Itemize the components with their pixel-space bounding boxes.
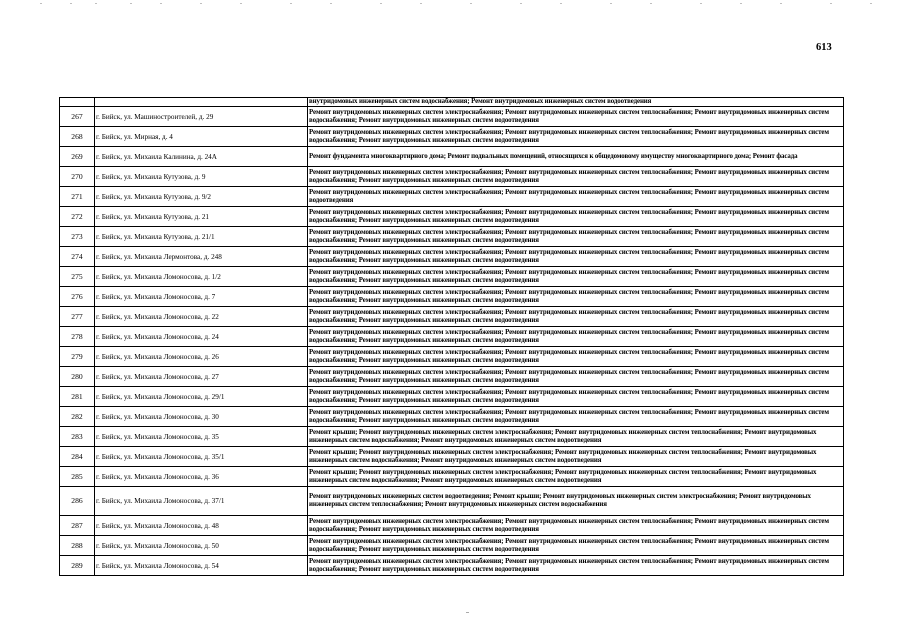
table-row bbox=[60, 516, 844, 536]
table-row bbox=[60, 287, 844, 307]
table-row bbox=[60, 227, 844, 247]
table-row bbox=[60, 347, 844, 367]
row-number-cell: 275 bbox=[60, 267, 95, 287]
row-number-cell: 279 bbox=[60, 347, 95, 367]
scan-artifact-line bbox=[0, 3, 905, 7]
address-cell: г. Бийск, ул. Михаила Лермонтова, д. 248 bbox=[95, 247, 308, 267]
address-cell: г. Бийск, ул. Михаила Кутузова, д. 9 bbox=[95, 167, 308, 187]
table-row bbox=[60, 207, 844, 227]
address-cell: г. Бийск, ул. Михаила Ломоносова, д. 1/2 bbox=[95, 267, 308, 287]
works-cell: Ремонт крыши; Ремонт внутридомовых инженерных систем электроснабжения; Ремонт внутридомовых инженерных систем теплоснабжения; Ремонт внутридомовых инженерных систем водоснабжения; Ремонт внутридомовых инженерных систем водоотведения bbox=[308, 427, 844, 447]
works-cell: Ремонт внутридомовых инженерных систем электроснабжения; Ремонт внутридомовых инженерных систем теплоснабжения; Ремонт внутридомовых инженерных систем водоснабжения; Ремонт внутридомовых инженерных систем водоотведения bbox=[308, 267, 844, 287]
works-cell: Ремонт внутридомовых инженерных систем электроснабжения; Ремонт внутридомовых инженерных систем теплоснабжения; Ремонт внутридомовых инженерных систем водоснабжения; Ремонт внутридомовых инженерных систем водоотведения bbox=[308, 367, 844, 387]
row-number-cell: 270 bbox=[60, 167, 95, 187]
address-cell: г. Бийск, ул. Михаила Ломоносова, д. 48 bbox=[95, 516, 308, 536]
row-number-cell: 282 bbox=[60, 407, 95, 427]
table-row bbox=[60, 556, 844, 576]
row-number-cell: 278 bbox=[60, 327, 95, 347]
address-cell: г. Бийск, ул. Михаила Ломоносова, д. 36 bbox=[95, 467, 308, 487]
works-cell: внутридомовых инженерных систем водоснабжения; Ремонт внутридомовых инженерных систем водоотведения bbox=[308, 98, 844, 107]
row-number-cell: 269 bbox=[60, 147, 95, 167]
row-number-cell bbox=[60, 98, 95, 107]
address-cell: г. Бийск, ул. Михаила Ломоносова, д. 22 bbox=[95, 307, 308, 327]
address-cell: г. Бийск, ул. Михаила Ломоносова, д. 29/1 bbox=[95, 387, 308, 407]
address-cell bbox=[95, 98, 308, 107]
works-cell: Ремонт крыши; Ремонт внутридомовых инженерных систем электроснабжения; Ремонт внутридомовых инженерных систем теплоснабжения; Ремонт внутридомовых инженерных систем водоснабжения; Ремонт внутридомовых инженерных систем водоотведения bbox=[308, 447, 844, 467]
row-number-cell: 285 bbox=[60, 467, 95, 487]
address-cell: г. Бийск, ул. Михаила Ломоносова, д. 37/1 bbox=[95, 487, 308, 516]
row-number-cell: 272 bbox=[60, 207, 95, 227]
works-cell: Ремонт внутридомовых инженерных систем электроснабжения; Ремонт внутридомовых инженерных систем теплоснабжения; Ремонт внутридомовых инженерных систем водоснабжения; Ремонт внутридомовых инженерных систем водоотведения bbox=[308, 327, 844, 347]
table-row bbox=[60, 127, 844, 147]
address-cell: г. Бийск, ул. Михаила Ломоносова, д. 7 bbox=[95, 287, 308, 307]
works-cell: Ремонт внутридомовых инженерных систем водоотведения; Ремонт крыши; Ремонт внутридомовых инженерных систем электроснабжения; Ремонт внутридомовых инженерных систем теплоснабжения; Ремонт внутридомовых инженерных систем водоснабжения bbox=[308, 487, 844, 516]
page-number: 613 bbox=[816, 42, 832, 53]
table-row bbox=[60, 187, 844, 207]
row-number-cell: 276 bbox=[60, 287, 95, 307]
works-cell: Ремонт фундамента многоквартирного дома; Ремонт подвальных помещений, относящихся к общедомовому имуществу многоквартирного дома; Ремонт фасада bbox=[308, 147, 844, 167]
works-cell: Ремонт внутридомовых инженерных систем электроснабжения; Ремонт внутридомовых инженерных систем теплоснабжения; Ремонт внутридомовых инженерных систем водоотведения bbox=[308, 187, 844, 207]
address-cell: г. Бийск, ул. Михаила Ломоносова, д. 30 bbox=[95, 407, 308, 427]
table-row bbox=[60, 367, 844, 387]
table-row bbox=[60, 147, 844, 167]
works-cell: Ремонт внутридомовых инженерных систем электроснабжения; Ремонт внутридомовых инженерных систем теплоснабжения; Ремонт внутридомовых инженерных систем водоснабжения; Ремонт внутридомовых инженерных систем водоотведения bbox=[308, 207, 844, 227]
row-number-cell: 287 bbox=[60, 516, 95, 536]
row-number-cell: 267 bbox=[60, 107, 95, 127]
row-number-cell: 268 bbox=[60, 127, 95, 147]
address-cell: г. Бийск, ул. Мирная, д. 4 bbox=[95, 127, 308, 147]
table-row bbox=[60, 447, 844, 467]
scan-artifact-dot bbox=[466, 612, 469, 613]
address-cell: г. Бийск, ул. Михаила Ломоносова, д. 26 bbox=[95, 347, 308, 367]
row-number-cell: 288 bbox=[60, 536, 95, 556]
address-cell: г. Бийск, ул. Михаила Ломоносова, д. 35 bbox=[95, 427, 308, 447]
table-row bbox=[60, 467, 844, 487]
works-cell: Ремонт внутридомовых инженерных систем электроснабжения; Ремонт внутридомовых инженерных систем теплоснабжения; Ремонт внутридомовых инженерных систем водоснабжения; Ремонт внутридомовых инженерных систем водоотведения bbox=[308, 536, 844, 556]
works-cell: Ремонт крыши; Ремонт внутридомовых инженерных систем электроснабжения; Ремонт внутридомовых инженерных систем теплоснабжения; Ремонт внутридомовых инженерных систем водоснабжения; Ремонт внутридомовых инженерных систем водоотведения bbox=[308, 467, 844, 487]
table-row bbox=[60, 167, 844, 187]
address-cell: г. Бийск, ул. Михаила Ломоносова, д. 24 bbox=[95, 327, 308, 347]
row-number-cell: 289 bbox=[60, 556, 95, 576]
row-number-cell: 281 bbox=[60, 387, 95, 407]
address-cell: г. Бийск, ул. Михаила Ломоносова, д. 54 bbox=[95, 556, 308, 576]
table-row bbox=[60, 387, 844, 407]
works-cell: Ремонт внутридомовых инженерных систем электроснабжения; Ремонт внутридомовых инженерных систем теплоснабжения; Ремонт внутридомовых инженерных систем водоснабжения; Ремонт внутридомовых инженерных систем водоотведения bbox=[308, 247, 844, 267]
table-row bbox=[60, 107, 844, 127]
table-row bbox=[60, 307, 844, 327]
table-row bbox=[60, 98, 844, 107]
works-cell: Ремонт внутридомовых инженерных систем электроснабжения; Ремонт внутридомовых инженерных систем теплоснабжения; Ремонт внутридомовых инженерных систем водоснабжения; Ремонт внутридомовых инженерных систем водоотведения bbox=[308, 516, 844, 536]
table-row bbox=[60, 487, 844, 516]
address-cell: г. Бийск, ул. Михаила Кутузова, д. 21 bbox=[95, 207, 308, 227]
row-number-cell: 277 bbox=[60, 307, 95, 327]
row-number-cell: 286 bbox=[60, 487, 95, 516]
works-cell: Ремонт внутридомовых инженерных систем электроснабжения; Ремонт внутридомовых инженерных систем теплоснабжения; Ремонт внутридомовых инженерных систем водоснабжения; Ремонт внутридомовых инженерных систем водоотведения bbox=[308, 107, 844, 127]
works-cell: Ремонт внутридомовых инженерных систем электроснабжения; Ремонт внутридомовых инженерных систем теплоснабжения; Ремонт внутридомовых инженерных систем водоснабжения; Ремонт внутридомовых инженерных систем водоотведения bbox=[308, 227, 844, 247]
works-cell: Ремонт внутридомовых инженерных систем электроснабжения; Ремонт внутридомовых инженерных систем теплоснабжения; Ремонт внутридомовых инженерных систем водоснабжения; Ремонт внутридомовых инженерных систем водоотведения bbox=[308, 407, 844, 427]
address-cell: г. Бийск, ул. Михаила Ломоносова, д. 35/1 bbox=[95, 447, 308, 467]
row-number-cell: 284 bbox=[60, 447, 95, 467]
address-cell: г. Бийск, ул. Михаила Кутузова, д. 9/2 bbox=[95, 187, 308, 207]
works-cell: Ремонт внутридомовых инженерных систем электроснабжения; Ремонт внутридомовых инженерных систем теплоснабжения; Ремонт внутридомовых инженерных систем водоснабжения; Ремонт внутридомовых инженерных систем водоотведения bbox=[308, 387, 844, 407]
works-cell: Ремонт внутридомовых инженерных систем электроснабжения; Ремонт внутридомовых инженерных систем теплоснабжения; Ремонт внутридомовых инженерных систем водоснабжения; Ремонт внутридомовых инженерных систем водоотведения bbox=[308, 167, 844, 187]
address-cell: г. Бийск, ул. Михаила Ломоносова, д. 50 bbox=[95, 536, 308, 556]
row-number-cell: 283 bbox=[60, 427, 95, 447]
works-cell: Ремонт внутридомовых инженерных систем электроснабжения; Ремонт внутридомовых инженерных систем теплоснабжения; Ремонт внутридомовых инженерных систем водоснабжения; Ремонт внутридомовых инженерных систем водоотведения bbox=[308, 556, 844, 576]
works-cell: Ремонт внутридомовых инженерных систем электроснабжения; Ремонт внутридомовых инженерных систем теплоснабжения; Ремонт внутридомовых инженерных систем водоснабжения; Ремонт внутридомовых инженерных систем водоотведения bbox=[308, 287, 844, 307]
table-row bbox=[60, 247, 844, 267]
table-row bbox=[60, 536, 844, 556]
repair-registry-table bbox=[59, 97, 844, 576]
table-row bbox=[60, 267, 844, 287]
row-number-cell: 273 bbox=[60, 227, 95, 247]
table-row bbox=[60, 427, 844, 447]
table-row bbox=[60, 327, 844, 347]
address-cell: г. Бийск, ул. Михаила Ломоносова, д. 27 bbox=[95, 367, 308, 387]
table-row bbox=[60, 407, 844, 427]
row-number-cell: 271 bbox=[60, 187, 95, 207]
works-cell: Ремонт внутридомовых инженерных систем электроснабжения; Ремонт внутридомовых инженерных систем теплоснабжения; Ремонт внутридомовых инженерных систем водоснабжения; Ремонт внутридомовых инженерных систем водоотведения bbox=[308, 127, 844, 147]
address-cell: г. Бийск, ул. Михаила Калинина, д. 24А bbox=[95, 147, 308, 167]
address-cell: г. Бийск, ул. Машиностроителей, д. 29 bbox=[95, 107, 308, 127]
row-number-cell: 274 bbox=[60, 247, 95, 267]
works-cell: Ремонт внутридомовых инженерных систем электроснабжения; Ремонт внутридомовых инженерных систем теплоснабжения; Ремонт внутридомовых инженерных систем водоснабжения; Ремонт внутридомовых инженерных систем водоотведения bbox=[308, 347, 844, 367]
address-cell: г. Бийск, ул. Михаила Кутузова, д. 21/1 bbox=[95, 227, 308, 247]
row-number-cell: 280 bbox=[60, 367, 95, 387]
works-cell: Ремонт внутридомовых инженерных систем электроснабжения; Ремонт внутридомовых инженерных систем теплоснабжения; Ремонт внутридомовых инженерных систем водоснабжения; Ремонт внутридомовых инженерных систем водоотведения bbox=[308, 307, 844, 327]
